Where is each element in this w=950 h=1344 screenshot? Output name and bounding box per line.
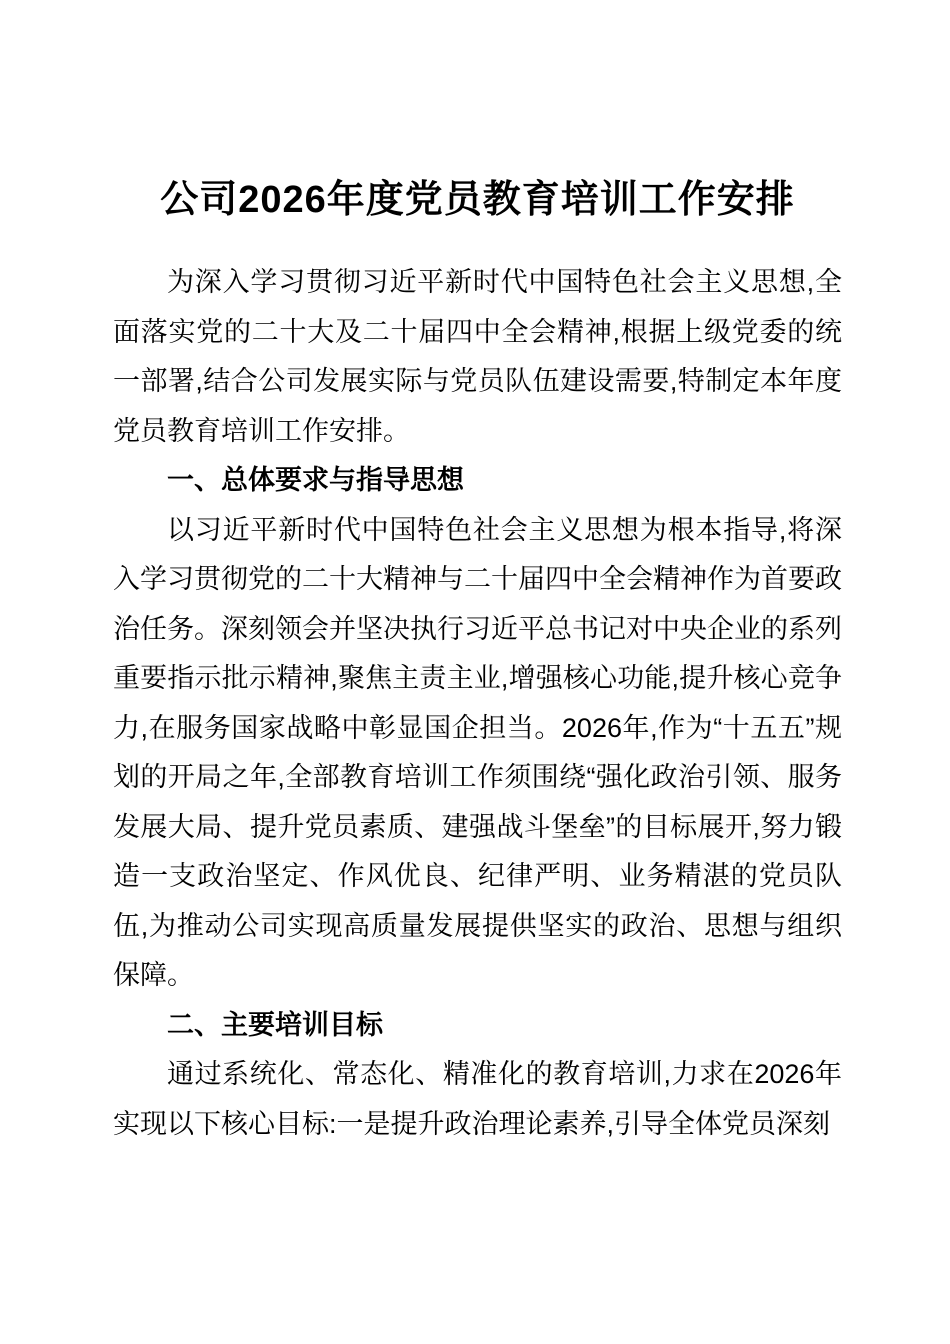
section-heading-overall-requirements: 一、总体要求与指导思想 <box>167 465 464 495</box>
paragraph-training-goals: 通过系统化、常态化、精准化的教育培训,力求在2026年实现以下核心目标:一是提升政治理论素养,引导全体党员深刻 <box>113 1059 842 1139</box>
document-title: 公司2026年度党员教育培训工作安排 <box>160 179 795 221</box>
section-heading-training-goals: 二、主要培训目标 <box>167 1009 383 1040</box>
paragraph-intro: 为深入学习贯彻习近平新时代中国特色社会主义思想,全面落实党的二十大及二十届四中全会精神,根据上级党委的统一部署,结合公司发展实际与党员队伍建设需要,特制定本年度党员教育培训工作安排。 <box>113 267 842 446</box>
paragraph-overall-requirements: 以习近平新时代中国特色社会主义思想为根本指导,将深入学习贯彻党的二十大精神与二十届四中全会精神作为首要政治任务。深刻领会并坚决执行习近平总书记对中央企业的系列重要指示批示精神,聚焦主责主业,增强核心功能,提升核心竞争力,在服务国家战略中彰显国企担当。2026年,作为“十五五”规划的开局之年,全部教育培训工作须围绕“强化政治引领、服务发展大局、提升党员素质、建强战斗堡垒”的目标展开,努力锻造一支政治坚定、作风优良、纪律严明、业务精湛的党员队伍,为推动公司实现高质量发展提供坚实的政治、思想与组织保障。 <box>113 514 842 990</box>
